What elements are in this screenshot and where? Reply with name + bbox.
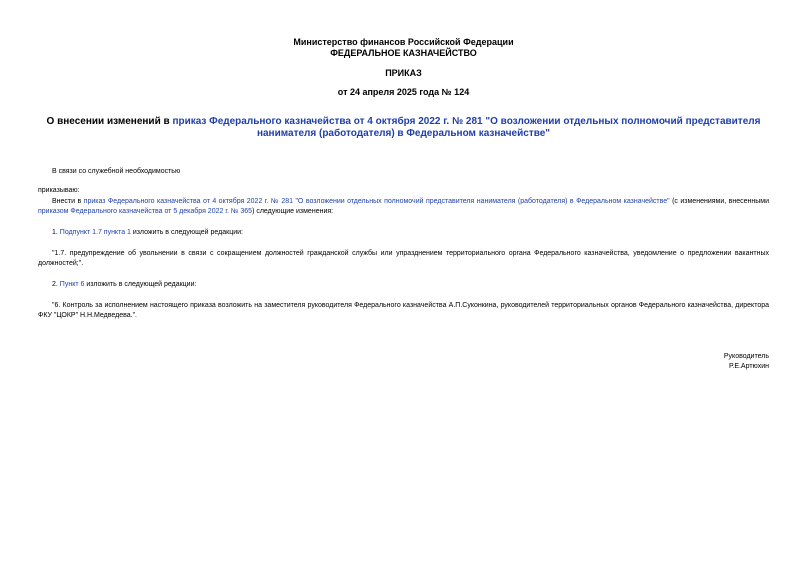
paragraph-1 xyxy=(38,197,769,217)
p1-mid: (с изменениями, внесенными xyxy=(669,198,769,205)
signature-position: Руководитель xyxy=(723,353,769,360)
item2-prefix: 2. xyxy=(52,281,60,288)
item2-suffix: изложить в следующей редакции: xyxy=(84,281,197,288)
item-1 xyxy=(52,228,243,238)
item1-link[interactable]: Подпункт 1.7 пункта 1 xyxy=(59,229,131,236)
p1-suffix: ) следующие изменения: xyxy=(252,208,334,215)
agency-name: ФЕДЕРАЛЬНОЕ КАЗНАЧЕЙСТВО xyxy=(330,48,477,58)
p1-link-order-365[interactable]: приказом Федерального казначейства от 5 декабря 2022 г. № 365 xyxy=(38,208,253,215)
item2-link[interactable]: Пункт 6 xyxy=(59,281,85,288)
p1-prefix: Внести в xyxy=(52,198,84,205)
title-link[interactable]: приказ Федерального казначейства от 4 октября 2022 г. № 281 "О возложении отдельных полномочий представителя нанимателя (работодателя) в Федеральном казначействе" xyxy=(172,116,761,139)
quote-2: "6. Контроль за исполнением настоящего приказа возложить на заместителя руководителя Федерального казначейства А.П.Суконкина, руководителей территориальных органов Федерального казначейства, директора ФКУ "ЦОКР" Н.Н.Медведева.". xyxy=(38,302,769,319)
quote-1: "1.7. предупреждение об увольнении в связи с сокращением должностей гражданской службы или упразднением территориального органа Федерального казначейства, уведомление о предложении вакантных должностей;". xyxy=(38,250,769,267)
signature-name: Р.Е.Артюхин xyxy=(729,363,769,370)
document-title xyxy=(40,116,767,140)
doc-date-number: от 24 апреля 2025 года № 124 xyxy=(337,87,470,97)
title-prefix: О внесении изменений в xyxy=(46,116,173,127)
order-word: приказываю: xyxy=(38,187,80,194)
preamble: В связи со служебной необходимостью xyxy=(52,168,181,175)
item1-prefix: 1. xyxy=(52,229,60,236)
ministry-name: Министерство финансов Российской Федерации xyxy=(293,37,514,47)
p1-link-order-281[interactable]: приказ Федерального казначейства от 4 октября 2022 г. № 281 "О возложении отдельных полномочий представителя нанимателя (работодателя) в Федеральном казначействе" xyxy=(83,198,670,205)
doc-type: ПРИКАЗ xyxy=(385,68,422,78)
item1-suffix: изложить в следующей редакции: xyxy=(130,229,243,236)
item-2 xyxy=(52,280,196,290)
